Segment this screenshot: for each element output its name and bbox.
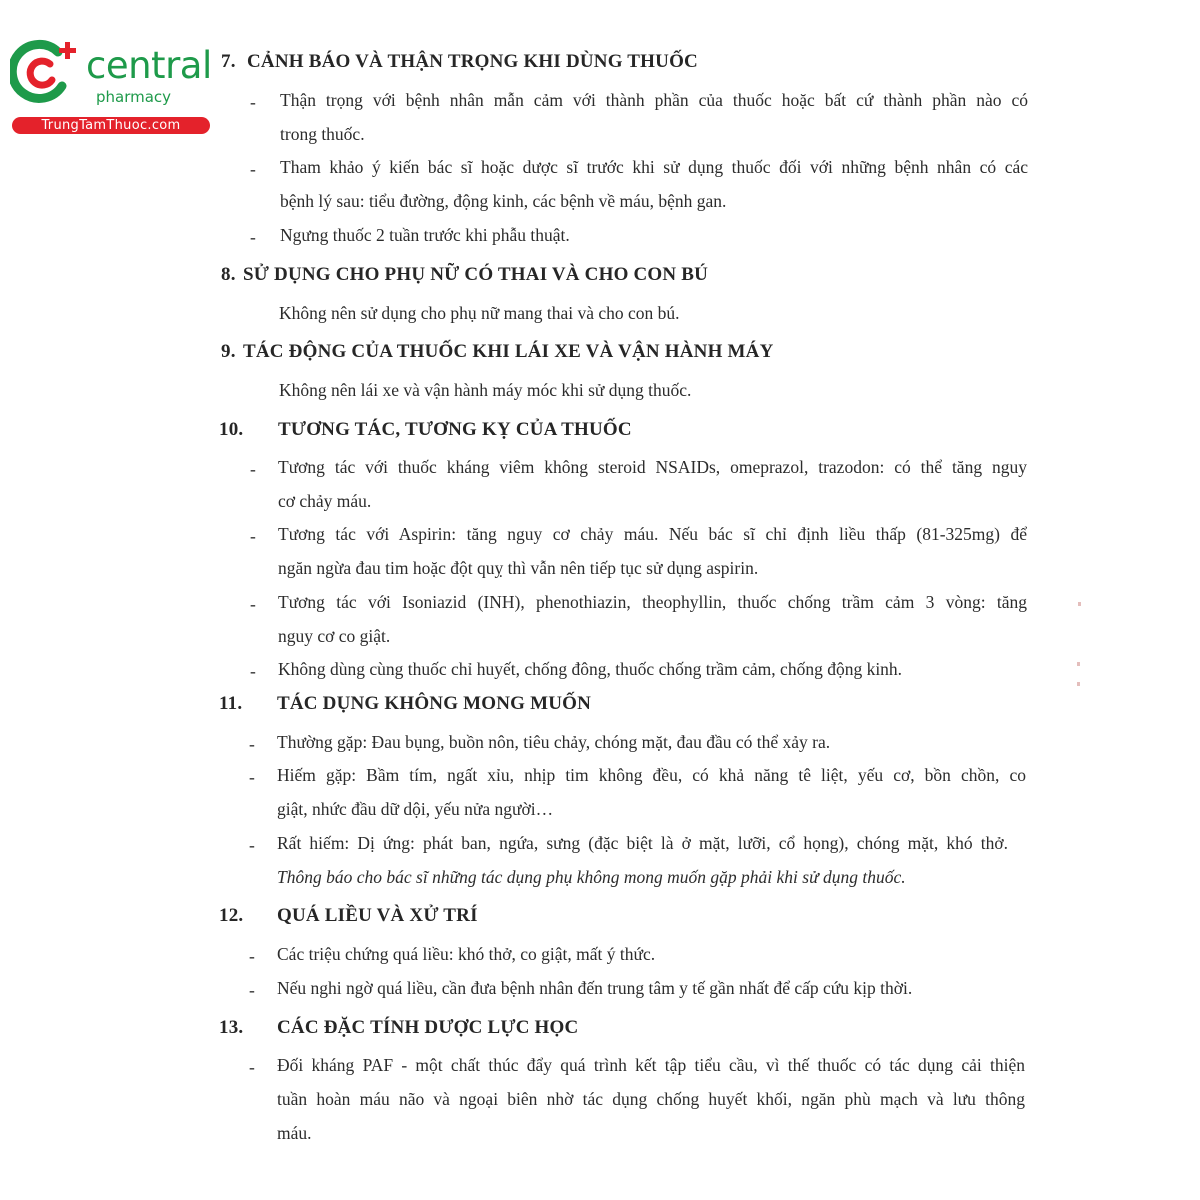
section-number: 13. [219,1017,244,1038]
body-line: Đối kháng PAF - một chất thúc đẩy quá trình kết tập tiểu cầu, vì thế thuốc có tác dụng cải thiện [277,1055,1025,1075]
section-title: SỬ DỤNG CHO PHỤ NỮ CÓ THAI VÀ CHO CON BÚ [243,264,709,285]
body-line: Tham khảo ý kiến bác sĩ hoặc dược sĩ trước khi sử dụng thuốc đối với những bệnh nhân có các [280,157,1028,177]
scan-mark [1077,662,1080,666]
section-title: CÁC ĐẶC TÍNH DƯỢC LỰC HỌC [277,1017,579,1038]
bullet-dash: - [249,946,255,966]
body-line: giật, nhức đầu dữ dội, yếu nửa người… [277,799,554,819]
body-line: Tương tác với Isoniazid (INH), phenothiazin, theophyllin, thuốc chống trầm cảm 3 vòng: tăng [278,592,1027,612]
bullet-dash: - [249,734,255,754]
body-line: trong thuốc. [280,124,365,144]
section-number: 9. [221,341,236,362]
bullet-dash: - [249,835,255,855]
body-line: máu. [277,1123,312,1143]
section-number: 7. [221,51,236,72]
section-title: TÁC ĐỘNG CỦA THUỐC KHI LÁI XE VÀ VẬN HÀNH MÁY [243,341,774,362]
section-number: 10. [219,419,244,440]
body-line: bệnh lý sau: tiểu đường, động kinh, các bệnh về máu, bệnh gan. [280,191,727,211]
body-line: cơ chảy máu. [278,491,372,511]
body-line: Ngưng thuốc 2 tuần trước khi phẫu thuật. [280,225,570,245]
body-line: ngăn ngừa đau tim hoặc đột quỵ thì vẫn nên tiếp tục sử dụng aspirin. [278,558,759,578]
bullet-dash: - [250,159,256,179]
bullet-dash: - [249,980,255,1000]
body-line: Rất hiếm: Dị ứng: phát ban, ngứa, sưng (đặc biệt là ở mặt, lưỡi, cổ họng), chóng mặt, khó thở. [277,833,1008,853]
section-title: TƯƠNG TÁC, TƯƠNG KỴ CỦA THUỐC [278,419,632,440]
body-line: Thường gặp: Đau bụng, buồn nôn, tiêu chảy, chóng mặt, đau đầu có thể xảy ra. [277,732,831,752]
bullet-dash: - [250,459,256,479]
body-line: tuần hoàn máu não và ngoại biên nhờ tác dụng chống huyết khối, ngăn phù mạch và lưu thông [277,1089,1025,1109]
section-number: 11. [219,693,243,714]
body-line: Hiếm gặp: Bầm tím, ngất xỉu, nhịp tim không đều, có khả năng tê liệt, yếu cơ, bồn chồn, co [277,765,1026,785]
body-line: Các triệu chứng quá liều: khó thở, co giật, mất ý thức. [277,944,656,964]
scan-mark [1077,682,1080,686]
body-line: Tương tác với thuốc kháng viêm không steroid NSAIDs, omeprazol, trazodon: có thể tăng nguy [278,457,1027,477]
logo-banner: TrungTamThuoc.com [12,117,210,134]
section-number: 12. [219,905,244,926]
bullet-dash: - [249,767,255,787]
body-line: Không nên lái xe và vận hành máy móc khi sử dụng thuốc. [279,380,692,400]
body-line: Không nên sử dụng cho phụ nữ mang thai và cho con bú. [279,303,680,323]
section-title: CẢNH BÁO VÀ THẬN TRỌNG KHI DÙNG THUỐC [247,51,698,72]
body-line: Nếu nghi ngờ quá liều, cần đưa bệnh nhân đến trung tâm y tế gần nhất để cấp cứu kịp thời. [277,978,913,998]
body-line-italic: Thông báo cho bác sĩ những tác dụng phụ không mong muốn gặp phải khi sử dụng thuốc. [277,867,906,887]
scan-mark [1078,602,1081,606]
logo-wordmark: central [86,44,212,87]
body-line: Tương tác với Aspirin: tăng nguy cơ chảy máu. Nếu bác sĩ chỉ định liều thấp (81-325mg) để [278,524,1027,544]
bullet-dash: - [250,92,256,112]
body-line: Không dùng cùng thuốc chỉ huyết, chống đông, thuốc chống trầm cảm, chống động kinh. [278,659,903,679]
bullet-dash: - [250,594,256,614]
bullet-dash: - [250,661,256,681]
logo-subtitle: pharmacy [96,88,172,106]
body-line: Thận trọng với bệnh nhân mẫn cảm với thành phần của thuốc hoặc bất cứ thành phần nào có [280,90,1028,110]
bullet-dash: - [250,526,256,546]
bullet-dash: - [249,1057,255,1077]
body-line: nguy cơ co giật. [278,626,391,646]
section-number: 8. [221,264,236,285]
section-title: QUÁ LIỀU VÀ XỬ TRÍ [277,905,478,926]
section-title: TÁC DỤNG KHÔNG MONG MUỐN [277,693,592,714]
bullet-dash: - [250,227,256,247]
